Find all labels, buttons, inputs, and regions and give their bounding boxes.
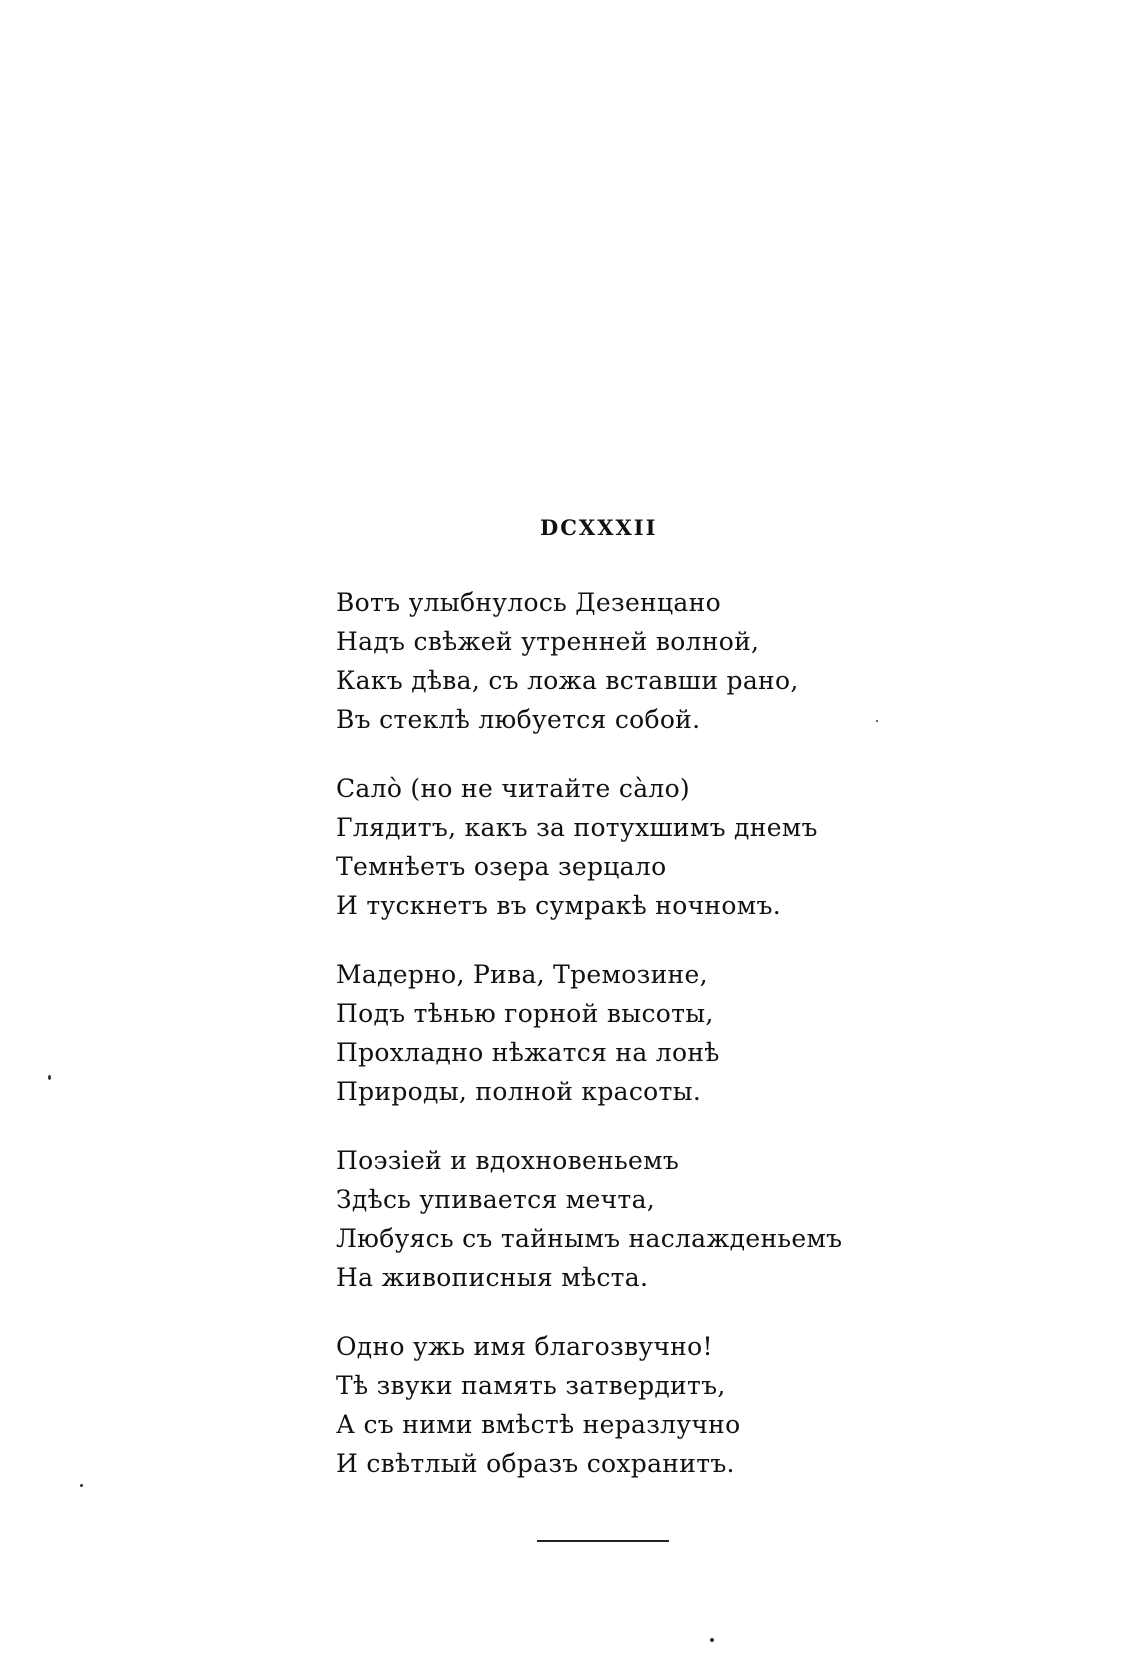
print-speck [48,1075,51,1080]
poem-line: Мадерно, Рива, Тремозине, [336,960,708,989]
poem-line: Одно ужь имя благозвучно! [336,1332,713,1361]
poem-line: И свѣтлый образъ сохранитъ. [336,1449,735,1478]
poem-body [336,583,896,1513]
print-speck [876,720,878,722]
print-speck [80,1484,83,1487]
stanza-2 [336,769,896,925]
stanza-5 [336,1327,896,1483]
stanza-3 [336,955,896,1111]
poem-number: DCXXXII [540,515,658,540]
poem-line: Поэзіей и вдохновеньемъ [336,1146,680,1175]
poem-line: Любуясь съ тайнымъ наслажденьемъ [336,1224,843,1253]
print-speck [710,1638,714,1642]
poem-line: Прохладно нѣжатся на лонѣ [336,1038,720,1067]
poem-line: На живописныя мѣста. [336,1263,649,1292]
poem-line: Въ стеклѣ любуется собой. [336,705,701,734]
poem-line: Здѣсь упивается мечта, [336,1185,656,1214]
poem-line: И тускнетъ въ сумракѣ ночномъ. [336,891,781,920]
poem-line: Вотъ улыбнулось Дезенцано [336,588,721,617]
poem-line: Темнѣетъ озера зерцало [336,852,667,881]
stanza-4 [336,1141,896,1297]
poem-line: А съ ними вмѣстѣ неразлучно [336,1410,741,1439]
poem-line: Подъ тѣнью горной высоты, [336,999,714,1028]
poem-line: Природы, полной красоты. [336,1077,702,1106]
stanza-1 [336,583,896,739]
poem-line: Тѣ звуки память затвердитъ, [336,1371,726,1400]
poem-line: Какъ дѣва, съ ложа вставши рано, [336,666,799,695]
end-rule [537,1540,669,1542]
poem-line: Салò (но не читайте сàло) [336,774,690,803]
poem-line: Глядитъ, какъ за потухшимъ днемъ [336,813,818,842]
poem-line: Надъ свѣжей утренней волной, [336,627,760,656]
